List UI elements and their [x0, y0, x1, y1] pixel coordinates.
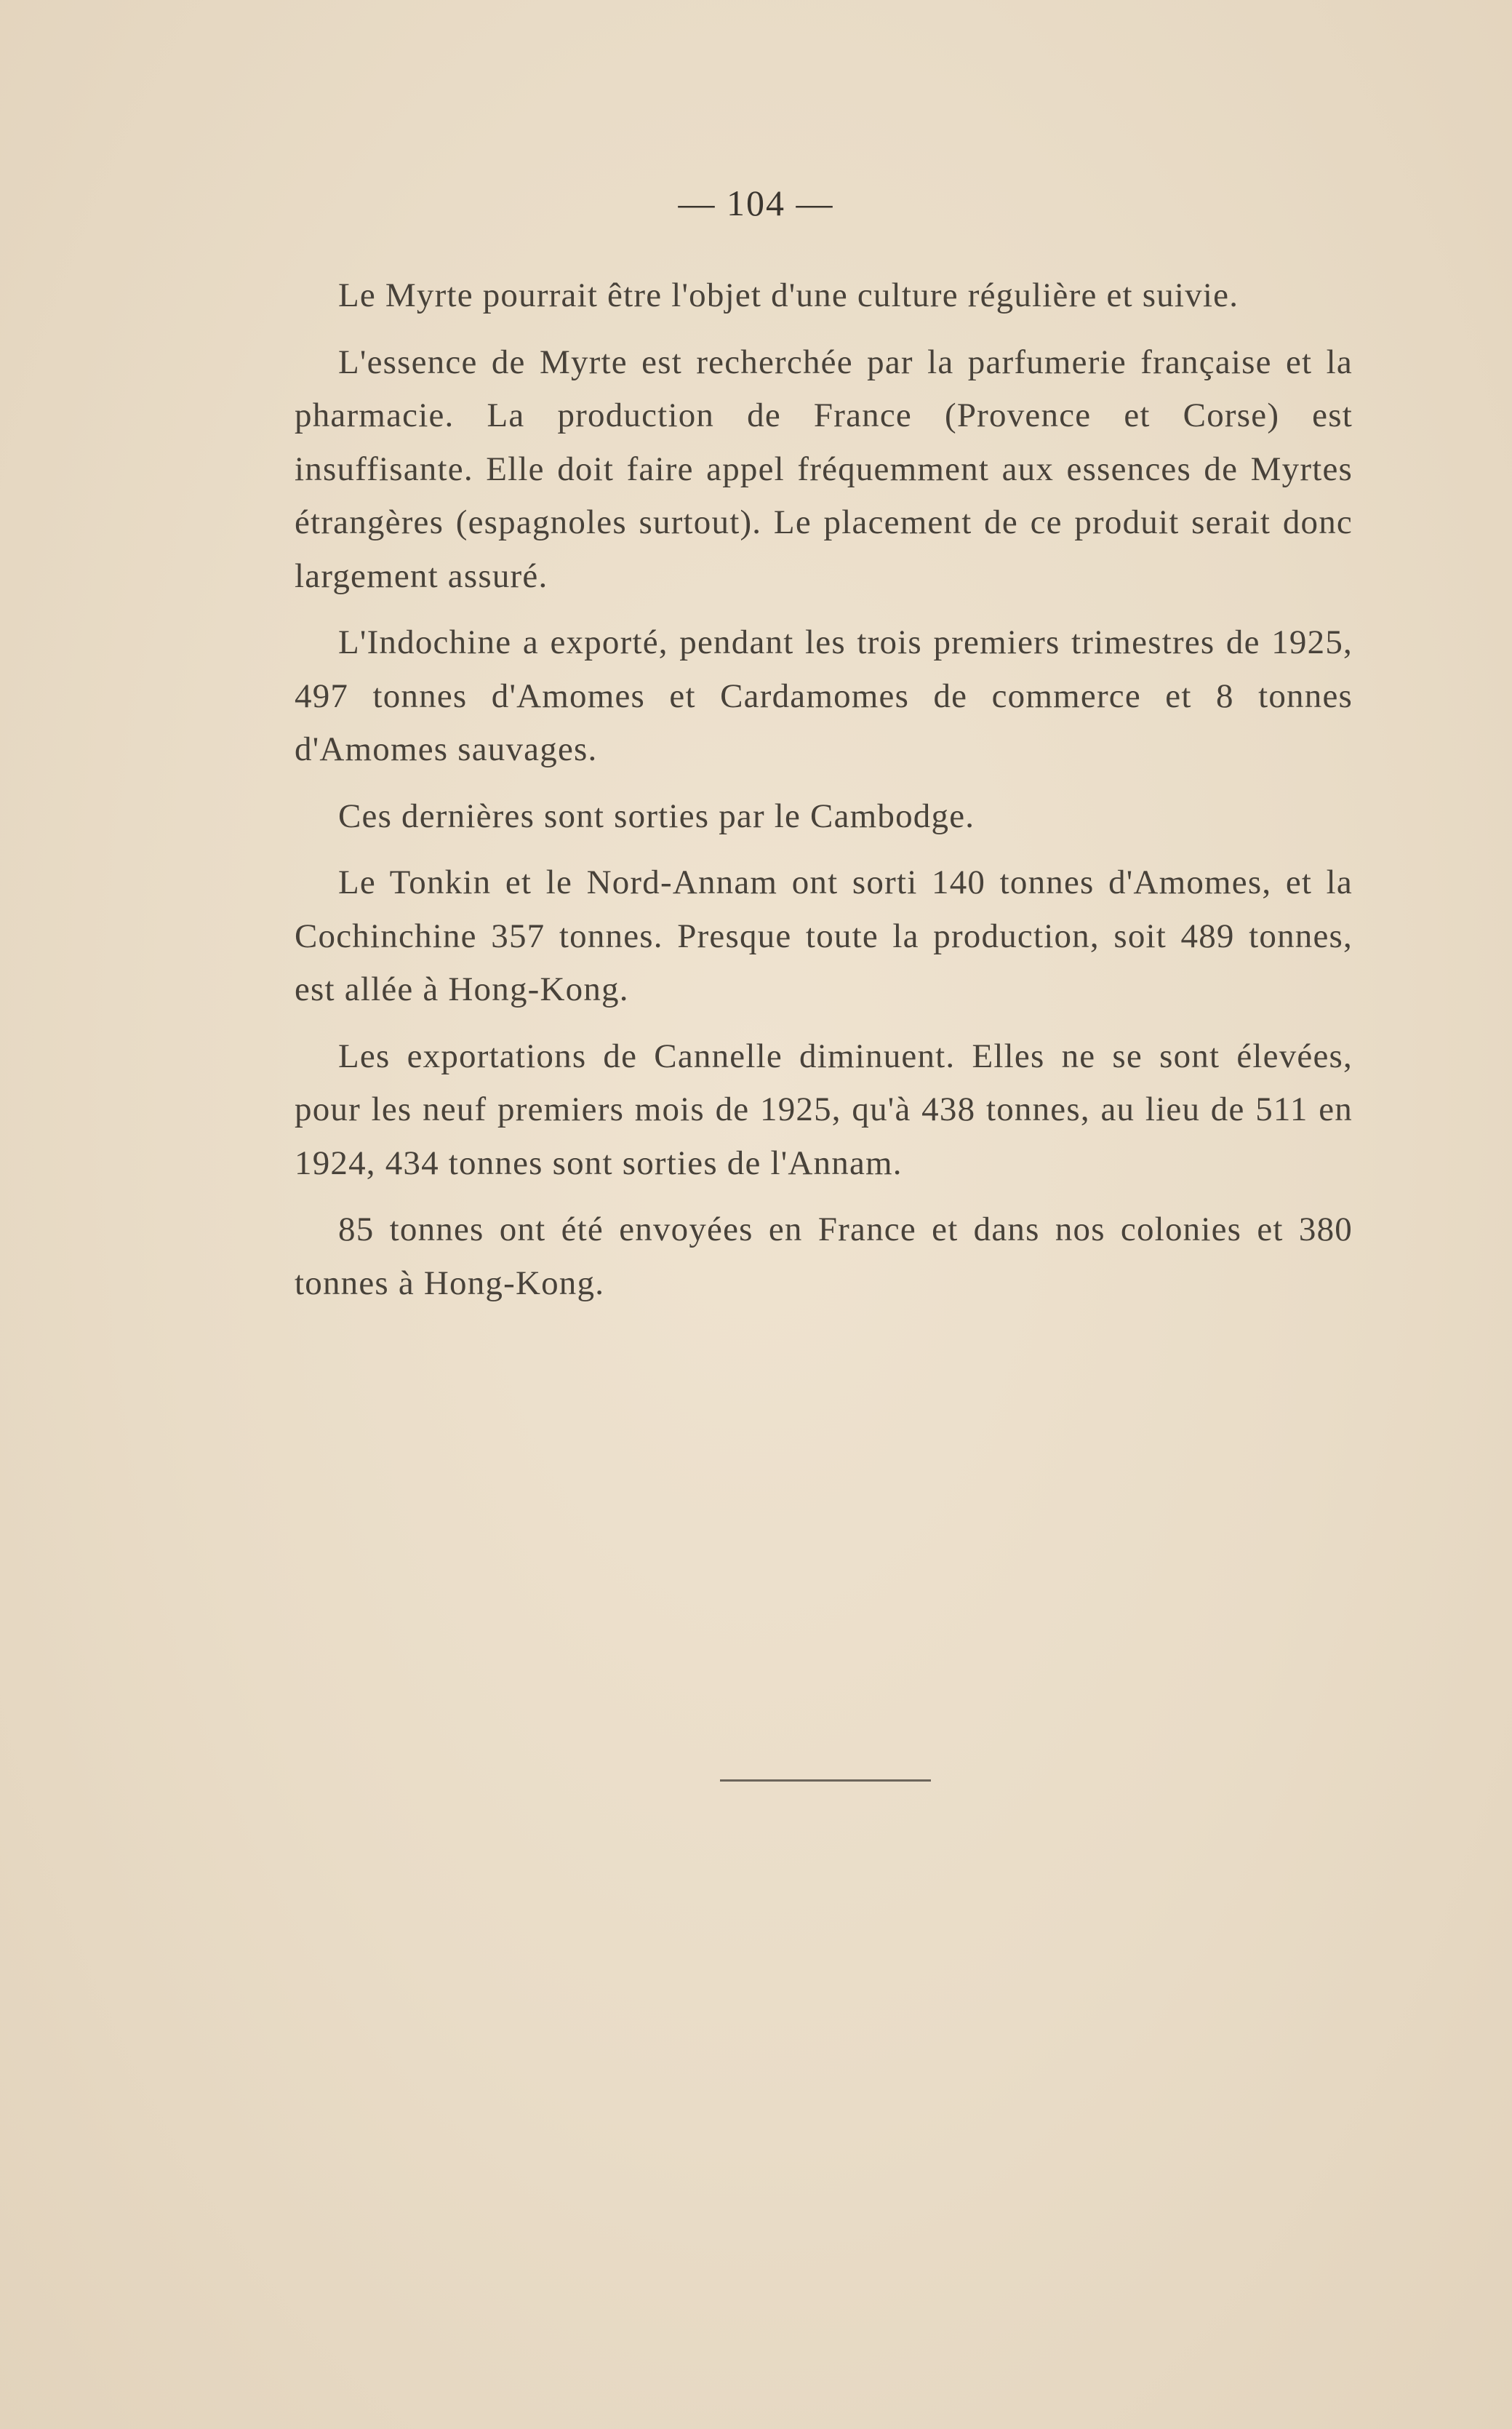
end-rule: [720, 1779, 931, 1782]
paragraph: 85 tonnes ont été envoyées en France et dans nos colonies et 380 tonnes à Hong-Kong.: [295, 1210, 1353, 1302]
paragraph: Les exportations de Cannelle diminuent. Elles ne se sont élevées, pour les neuf premiers mois de 1925, qu'à 438 tonnes, au lieu de 511 en 1924, 434 tonnes sont sorties de l'Annam.: [295, 1037, 1353, 1182]
paragraph: L'Indochine a exporté, pendant les trois premiers trimestres de 1925, 497 tonnes d'Amomes et Cardamomes de commerce et 8 tonnes d'Amomes sauvages.: [295, 623, 1353, 768]
paragraph: Le Tonkin et le Nord-Annam ont sorti 140 tonnes d'Amomes, et la Cochinchine 357 tonnes. Presque toute la production, soit 489 tonnes, est allée à Hong-Kong.: [295, 863, 1353, 1008]
paragraph: L'essence de Myrte est recherchée par la parfumerie française et la pharmacie. La production de France (Provence et Corse) est insuffisante. Elle doit faire appel fréquemment aux essences de Myrtes étrangères (espagnoles surtout). Le placement de ce produit serait donc largement assuré.: [295, 343, 1353, 595]
paragraph: Ces dernières sont sorties par le Cambodge.: [338, 797, 975, 835]
page-number: — 104 —: [678, 183, 834, 223]
paragraph: Le Myrte pourrait être l'objet d'une culture régulière et suivie.: [338, 276, 1239, 314]
body-text: [295, 269, 1353, 1323]
